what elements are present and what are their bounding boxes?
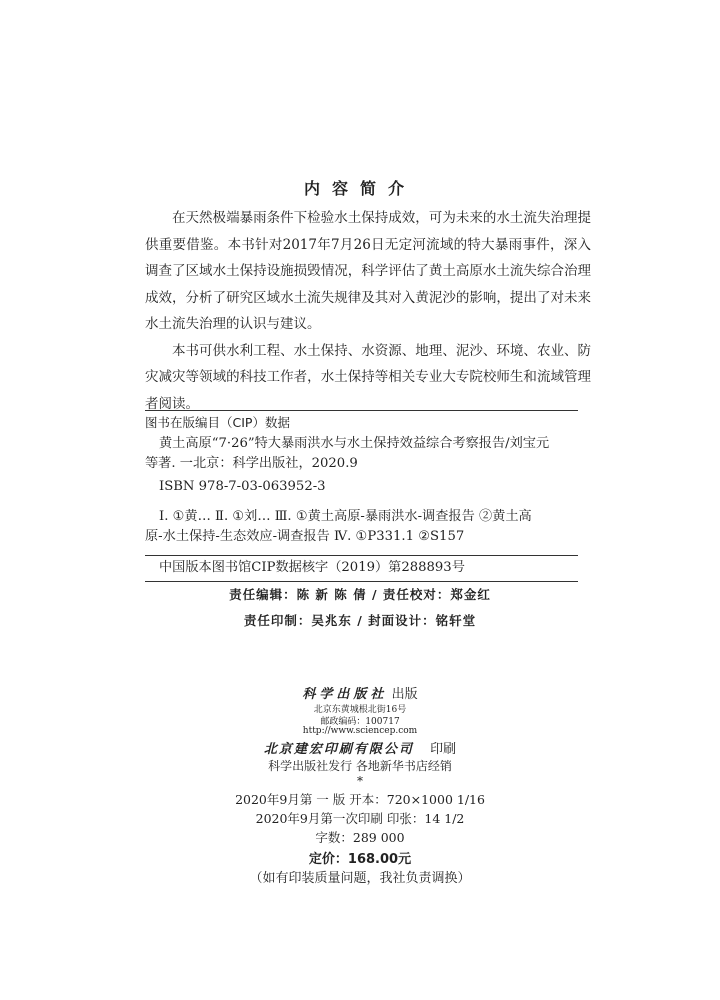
cip-record-block [145,558,578,578]
intro-text [145,205,591,417]
quality-note: （如有印装质量问题，我社负责调换） [249,871,471,886]
publisher-address: 北京东黄城根北街16号 [313,705,407,715]
printing-line: 2020年9月第一次印刷 印张：14 1/2 [255,811,465,826]
word-count: 字数：289 000 [315,830,405,845]
publisher-website: http://www.sciencep.com [302,726,418,736]
cip-classification-line-2: 原-水土保持-生态效应-调查报告 Ⅳ. ①P331.1 ②S157 [145,529,465,544]
publisher-postcode: 邮政编码：100717 [320,717,400,727]
printer-suffix: 印刷 [430,742,457,757]
cip-author-line: 等著. 一北京：科学出版社，2020.9 [145,456,358,471]
separator-star: * [357,774,363,788]
cip-bottom-rule [145,581,578,582]
publisher-suffix: 出版 [391,687,418,702]
intro-paragraph-2: 本书可供水利工程、水土保持、水资源、地理、泥沙、环境、农业、防灾减灾等领域的科技工作者，水土保持等相关专业大专院校师生和流域管理者阅读。 [145,342,591,412]
price-label: 定价： [308,852,348,867]
price-line [0,848,720,867]
specs-block [180,790,540,847]
cip-isbn: ISBN 978-7-03-063952-3 [159,479,326,494]
cip-title-line: 黄土高原“7·26”特大暴雨洪水与水土保持效益综合考察报告/刘宝元 [159,436,550,451]
cip-classification-line-1: Ⅰ. ①黄… Ⅱ. ①刘… Ⅲ. ①黄土高原-暴雨洪水-调查报告 ②黄土高 [159,509,532,524]
page-title: 内容简介 [303,179,416,198]
edition-line: 2020年9月第 一 版 开本：720×1000 1/16 [235,792,485,807]
cip-block [145,413,578,547]
credits-line-1: 责任编辑：陈 新 陈 倩 / 责任校对：郑金红 [229,587,491,602]
printer-line [0,738,720,757]
distribution-line: 科学出版社发行 各地新华书店经销 [268,759,452,773]
cip-record-number: 中国版本图书馆CIP数据核字（2019）第288893号 [159,560,465,575]
cip-mid-rule [145,555,578,556]
printer-logo-text: 北京建宏印刷有限公司 [263,742,414,757]
intro-paragraph-1: 在天然极端暴雨条件下检验水土保持成效，可为未来的水土流失治理提供重要借鉴。本书针对2017年7月26日无定河流域的特大暴雨事件，深入调查了区域水土保持设施损毁情况，科学评估了黄土高原水土流失综合治理成效，分析了研究区域水土流失规律及其对入黄泥沙的影响，提出了对未来水土流失治理的认识与建议。 [145,210,591,332]
cip-top-rule [145,410,578,411]
price-value: 168.00元 [347,852,412,867]
credits-line-2: 责任印制：吴兆东 / 封面设计：铭轩堂 [243,613,477,628]
cip-heading: 图书在版编目（CIP）数据 [145,415,290,430]
publisher-line [0,683,720,702]
publisher-logo-text: 科学出版社 [302,687,388,702]
